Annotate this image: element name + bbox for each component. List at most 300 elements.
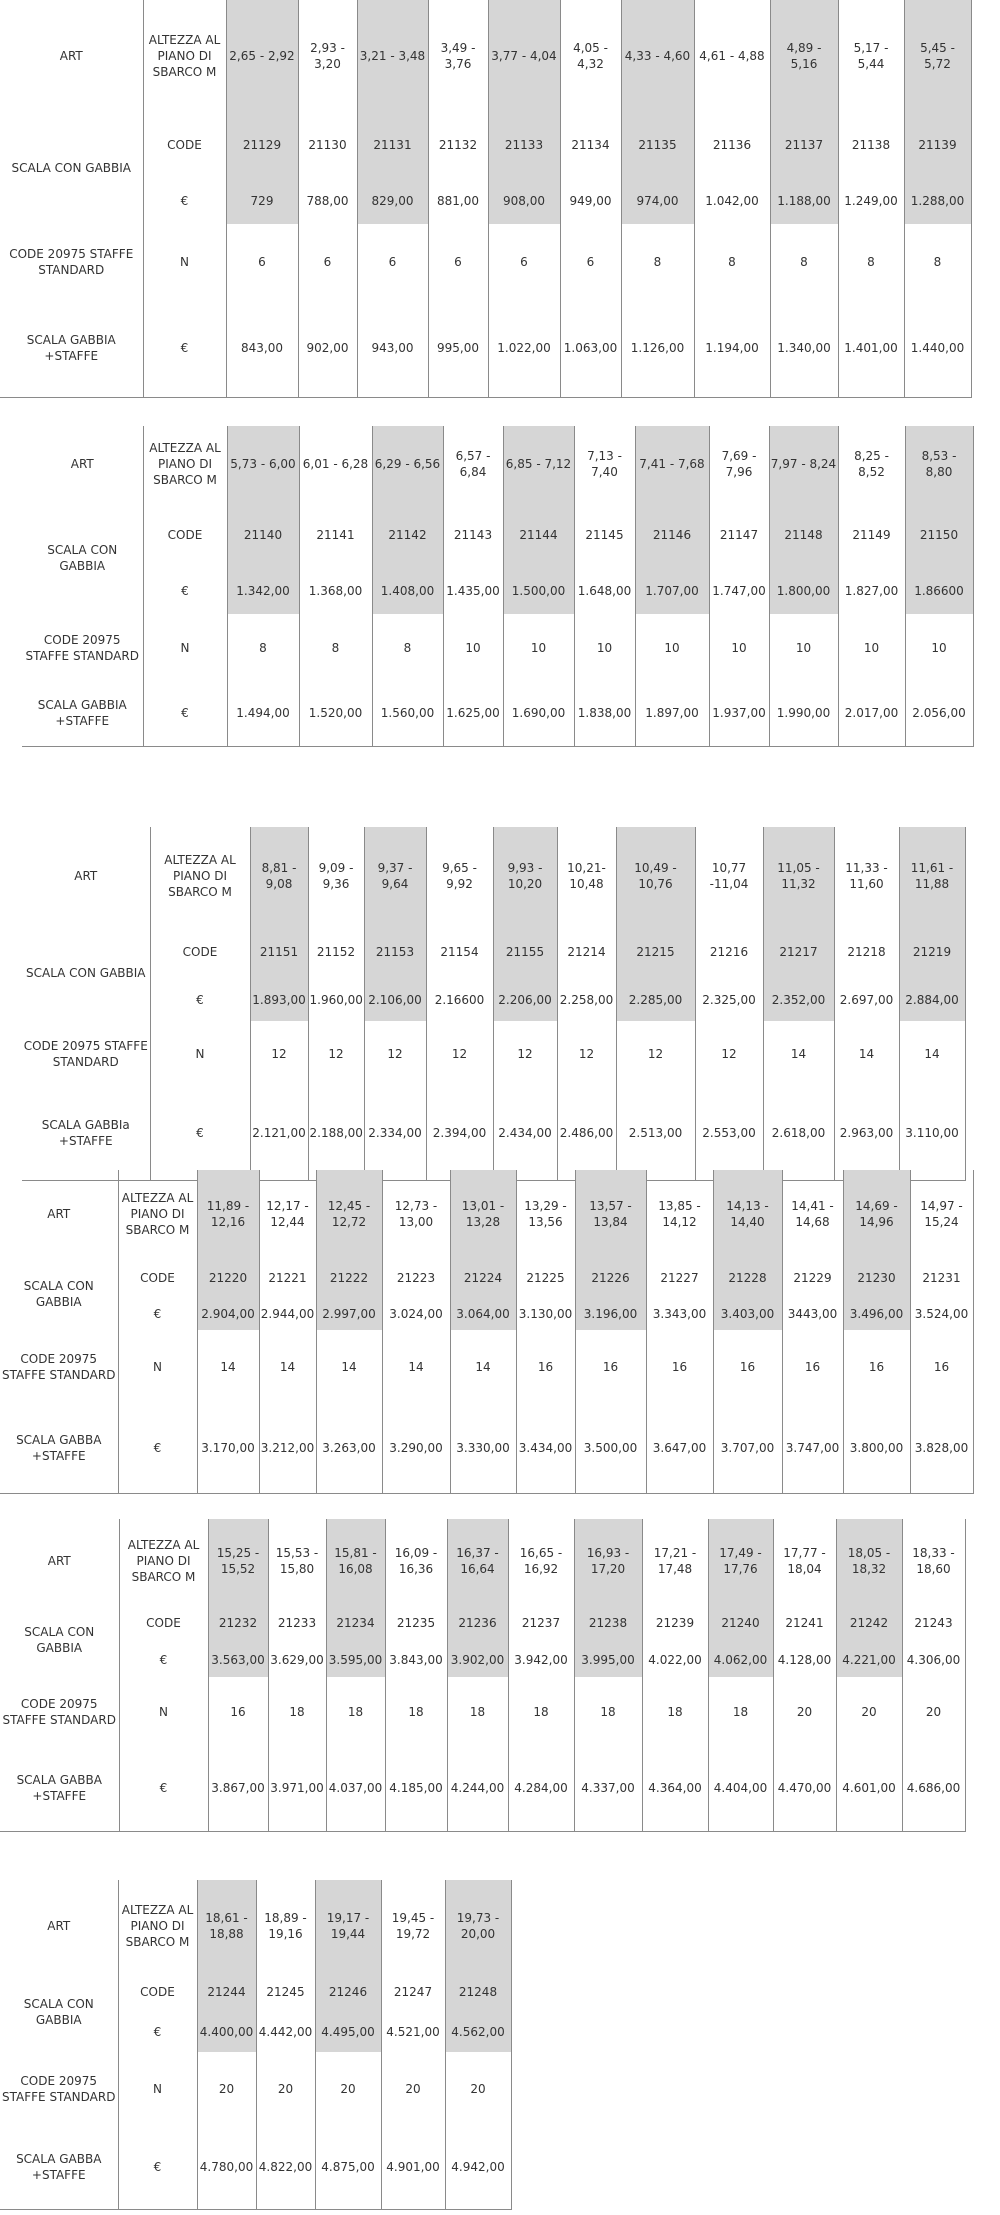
price-cell: 2.884,00 <box>899 979 965 1021</box>
row-label-gabbia: SCALA GABBIa +STAFFE <box>22 1087 150 1180</box>
price-cell: 2.285,00 <box>616 979 695 1021</box>
height-range-cell: 11,61 - 11,88 <box>899 827 965 925</box>
code-cell: 21240 <box>708 1603 773 1643</box>
staffe-count-cell: 12 <box>493 1021 557 1087</box>
code-cell: 21224 <box>450 1258 516 1298</box>
price-cell: 1.648,00 <box>574 567 635 614</box>
price-cell: 1.368,00 <box>299 567 372 614</box>
staffe-count-cell: 20 <box>197 2052 256 2125</box>
price-cell: 3.064,00 <box>450 1298 516 1330</box>
staffe-count-cell: 8 <box>838 224 904 299</box>
height-range-cell: 14,13 - 14,40 <box>713 1170 782 1258</box>
row-label-art: ART <box>47 1919 71 1933</box>
staffe-count-cell: 16 <box>843 1330 910 1404</box>
price-cell: 3.343,00 <box>646 1298 713 1330</box>
total-price-cell: 3.800,00 <box>843 1404 910 1493</box>
unit-euro: € <box>119 1643 208 1677</box>
price-table-6 <box>0 1880 512 2210</box>
row-codes <box>22 502 973 567</box>
height-range-cell: 17,21 - 17,48 <box>642 1519 708 1603</box>
price-cell: 4.562,00 <box>445 2012 511 2052</box>
height-range-cell: 14,69 - 14,96 <box>843 1170 910 1258</box>
total-price-cell: 4.284,00 <box>508 1746 574 1831</box>
total-price-cell: 3.707,00 <box>713 1404 782 1493</box>
total-price-cell: 1.625,00 <box>443 681 503 746</box>
price-cell: 3.496,00 <box>843 1298 910 1330</box>
price-cell: 1.893,00 <box>250 979 308 1021</box>
row-label-code: CODE 20975 STAFFE STANDARD <box>25 632 139 663</box>
row-n <box>0 1330 973 1404</box>
code-cell: 21234 <box>326 1603 385 1643</box>
staffe-count-cell: 6 <box>488 224 560 299</box>
height-range-cell: 6,85 - 7,12 <box>503 426 574 502</box>
code-cell: 21219 <box>899 925 965 979</box>
height-range-cell: 15,81 - 16,08 <box>326 1519 385 1603</box>
total-price-cell: 1.990,00 <box>769 681 838 746</box>
total-price-cell: 4.470,00 <box>773 1746 836 1831</box>
row-label-code: CODE 20975 STAFFE STANDARD <box>2 1696 116 1727</box>
staffe-count-cell: 18 <box>385 1677 447 1746</box>
price-cell: 1.86600 <box>905 567 973 614</box>
height-range-cell: 2,65 - 2,92 <box>226 0 298 112</box>
total-price-cell: 3.170,00 <box>197 1404 259 1493</box>
row-totals <box>0 299 971 397</box>
height-range-cell: 16,93 - 17,20 <box>574 1519 642 1603</box>
total-price-cell: 1.560,00 <box>372 681 443 746</box>
height-range-cell: 7,41 - 7,68 <box>635 426 709 502</box>
unit-euro: € <box>143 567 227 614</box>
total-price-cell: 2.486,00 <box>557 1087 616 1180</box>
staffe-count-cell: 20 <box>315 2052 381 2125</box>
height-range-cell: 5,17 - 5,44 <box>838 0 904 112</box>
code-cell: 21242 <box>836 1603 902 1643</box>
code-cell: 21229 <box>782 1258 843 1298</box>
staffe-count-cell: 10 <box>503 614 574 681</box>
staffe-count-cell: 10 <box>443 614 503 681</box>
unit-code: CODE <box>118 1258 197 1298</box>
height-range-cell: 11,33 - 11,60 <box>834 827 899 925</box>
unit-code: CODE <box>150 925 250 979</box>
total-price-cell: 943,00 <box>357 299 428 397</box>
staffe-count-cell: 16 <box>516 1330 575 1404</box>
total-price-cell: 4.942,00 <box>445 2125 511 2209</box>
total-price-cell: 4.686,00 <box>902 1746 965 1831</box>
staffe-count-cell: 10 <box>838 614 905 681</box>
total-price-cell: 3.330,00 <box>450 1404 516 1493</box>
unit-euro: € <box>118 2012 197 2052</box>
height-range-cell: 10,21- 10,48 <box>557 827 616 925</box>
row-label-art: ART <box>59 49 83 63</box>
height-range-cell: 19,45 - 19,72 <box>381 1880 445 1972</box>
height-range-cell: 3,77 - 4,04 <box>488 0 560 112</box>
total-price-cell: 1.063,00 <box>560 299 621 397</box>
staffe-count-cell: 8 <box>621 224 694 299</box>
height-range-cell: 7,69 - 7,96 <box>709 426 769 502</box>
code-cell: 21232 <box>208 1603 268 1643</box>
code-cell: 21145 <box>574 502 635 567</box>
staffe-count-cell: 20 <box>381 2052 445 2125</box>
code-cell: 21153 <box>364 925 426 979</box>
price-cell: 4.128,00 <box>773 1643 836 1677</box>
row-label-art: ART <box>74 869 98 883</box>
code-cell: 21147 <box>709 502 769 567</box>
unit-n: N <box>118 1330 197 1404</box>
unit-euro2: € <box>150 1087 250 1180</box>
height-range-cell: 10,49 - 10,76 <box>616 827 695 925</box>
staffe-count-cell: 18 <box>574 1677 642 1746</box>
price-table-5 <box>0 1519 966 1832</box>
height-range-cell: 13,57 - 13,84 <box>575 1170 646 1258</box>
height-range-cell: 2,93 - 3,20 <box>298 0 357 112</box>
height-range-cell: 17,49 - 17,76 <box>708 1519 773 1603</box>
unit-code: CODE <box>118 1972 197 2012</box>
total-price-cell: 2.963,00 <box>834 1087 899 1180</box>
unit-n: N <box>143 224 226 299</box>
code-cell: 21149 <box>838 502 905 567</box>
code-cell: 21246 <box>315 1972 381 2012</box>
price-cell: 949,00 <box>560 177 621 224</box>
price-cell: 1.960,00 <box>308 979 364 1021</box>
height-range-cell: 8,53 - 8,80 <box>905 426 973 502</box>
code-cell: 21137 <box>770 112 838 177</box>
total-price-cell: 1.520,00 <box>299 681 372 746</box>
code-cell: 21238 <box>574 1603 642 1643</box>
row-heights <box>0 1519 965 1603</box>
height-range-cell: 18,05 - 18,32 <box>836 1519 902 1603</box>
staffe-count-cell: 16 <box>782 1330 843 1404</box>
price-cell: 4.221,00 <box>836 1643 902 1677</box>
height-range-cell: 14,41 - 14,68 <box>782 1170 843 1258</box>
total-price-cell: 2.434,00 <box>493 1087 557 1180</box>
total-price-cell: 4.901,00 <box>381 2125 445 2209</box>
code-cell: 21248 <box>445 1972 511 2012</box>
price-cell: 3.629,00 <box>268 1643 326 1677</box>
staffe-count-cell: 20 <box>256 2052 315 2125</box>
staffe-count-cell: 14 <box>763 1021 834 1087</box>
code-cell: 21214 <box>557 925 616 979</box>
staffe-count-cell: 14 <box>834 1021 899 1087</box>
code-cell: 21131 <box>357 112 428 177</box>
row-totals <box>0 1746 965 1831</box>
price-cell: 3.563,00 <box>208 1643 268 1677</box>
staffe-count-cell: 10 <box>905 614 973 681</box>
unit-n: N <box>119 1677 208 1746</box>
price-cell: 3.843,00 <box>385 1643 447 1677</box>
code-cell: 21217 <box>763 925 834 979</box>
code-cell: 21247 <box>381 1972 445 2012</box>
unit-euro: € <box>143 177 226 224</box>
height-range-cell: 19,17 - 19,44 <box>315 1880 381 1972</box>
staffe-count-cell: 8 <box>372 614 443 681</box>
total-price-cell: 1.022,00 <box>488 299 560 397</box>
price-cell: 1.800,00 <box>769 567 838 614</box>
total-price-cell: 843,00 <box>226 299 298 397</box>
total-price-cell: 1.897,00 <box>635 681 709 746</box>
code-cell: 21236 <box>447 1603 508 1643</box>
staffe-count-cell: 8 <box>299 614 372 681</box>
total-price-cell: 1.937,00 <box>709 681 769 746</box>
unit-altezza: ALTEZZA AL PIANO DI SBARCO M <box>150 827 250 925</box>
unit-euro2: € <box>143 299 226 397</box>
code-cell: 21235 <box>385 1603 447 1643</box>
total-price-cell: 4.601,00 <box>836 1746 902 1831</box>
height-range-cell: 11,05 - 11,32 <box>763 827 834 925</box>
height-range-cell: 10,77 -11,04 <box>695 827 763 925</box>
total-price-cell: 3.263,00 <box>316 1404 382 1493</box>
unit-euro2: € <box>118 2125 197 2209</box>
staffe-count-cell: 12 <box>364 1021 426 1087</box>
staffe-count-cell: 16 <box>208 1677 268 1746</box>
total-price-cell: 2.121,00 <box>250 1087 308 1180</box>
row-label-gabbia: SCALA GABBA +STAFFE <box>0 2125 118 2209</box>
staffe-count-cell: 18 <box>326 1677 385 1746</box>
code-cell: 21155 <box>493 925 557 979</box>
height-range-cell: 9,65 - 9,92 <box>426 827 493 925</box>
price-cell: 1.249,00 <box>838 177 904 224</box>
code-cell: 21222 <box>316 1258 382 1298</box>
height-range-cell: 16,37 - 16,64 <box>447 1519 508 1603</box>
code-cell: 21223 <box>382 1258 450 1298</box>
height-range-cell: 7,13 - 7,40 <box>574 426 635 502</box>
row-n <box>0 224 971 299</box>
height-range-cell: 4,89 - 5,16 <box>770 0 838 112</box>
row-prices <box>0 1643 965 1677</box>
staffe-count-cell: 16 <box>575 1330 646 1404</box>
price-cell: 1.288,00 <box>904 177 971 224</box>
row-label-scala: SCALA CON GABBIA <box>24 1625 95 1655</box>
total-price-cell: 4.404,00 <box>708 1746 773 1831</box>
total-price-cell: 1.440,00 <box>904 299 971 397</box>
row-label-code: CODE 20975 STAFFE STANDARD <box>2 1352 116 1382</box>
total-price-cell: 1.126,00 <box>621 299 694 397</box>
total-price-cell: 3.828,00 <box>910 1404 973 1493</box>
row-prices <box>0 1298 973 1330</box>
unit-altezza: ALTEZZA AL PIANO DI SBARCO M <box>143 0 226 112</box>
price-cell: 3.595,00 <box>326 1643 385 1677</box>
code-cell: 21221 <box>259 1258 316 1298</box>
row-heights <box>0 0 971 112</box>
total-price-cell: 3.747,00 <box>782 1404 843 1493</box>
price-cell: 2.697,00 <box>834 979 899 1021</box>
code-cell: 21227 <box>646 1258 713 1298</box>
row-n <box>0 1677 965 1746</box>
price-cell: 2.997,00 <box>316 1298 382 1330</box>
code-cell: 21237 <box>508 1603 574 1643</box>
price-cell: 1.435,00 <box>443 567 503 614</box>
row-label-art: ART <box>47 1207 71 1221</box>
staffe-count-cell: 14 <box>450 1330 516 1404</box>
row-label-art: ART <box>70 457 94 471</box>
staffe-count-cell: 12 <box>616 1021 695 1087</box>
price-cell: 1.500,00 <box>503 567 574 614</box>
price-cell: 4.306,00 <box>902 1643 965 1677</box>
total-price-cell: 902,00 <box>298 299 357 397</box>
total-price-cell: 4.822,00 <box>256 2125 315 2209</box>
staffe-count-cell: 6 <box>560 224 621 299</box>
code-cell: 21241 <box>773 1603 836 1643</box>
total-price-cell: 2.056,00 <box>905 681 973 746</box>
row-prices <box>22 979 965 1021</box>
total-price-cell: 2.553,00 <box>695 1087 763 1180</box>
staffe-count-cell: 12 <box>695 1021 763 1087</box>
total-price-cell: 3.434,00 <box>516 1404 575 1493</box>
unit-euro2: € <box>119 1746 208 1831</box>
price-cell: 3.024,00 <box>382 1298 450 1330</box>
code-cell: 21132 <box>428 112 488 177</box>
row-prices <box>0 177 971 224</box>
total-price-cell: 995,00 <box>428 299 488 397</box>
staffe-count-cell: 8 <box>694 224 770 299</box>
staffe-count-cell: 20 <box>836 1677 902 1746</box>
row-codes <box>22 925 965 979</box>
code-cell: 21143 <box>443 502 503 567</box>
price-cell: 4.022,00 <box>642 1643 708 1677</box>
staffe-count-cell: 16 <box>910 1330 973 1404</box>
staffe-count-cell: 6 <box>357 224 428 299</box>
staffe-count-cell: 14 <box>259 1330 316 1404</box>
row-n <box>22 1021 965 1087</box>
staffe-count-cell: 20 <box>902 1677 965 1746</box>
unit-euro2: € <box>118 1404 197 1493</box>
staffe-count-cell: 18 <box>508 1677 574 1746</box>
price-cell: 3.196,00 <box>575 1298 646 1330</box>
row-totals <box>0 2125 511 2209</box>
total-price-cell: 4.185,00 <box>385 1746 447 1831</box>
height-range-cell: 15,53 - 15,80 <box>268 1519 326 1603</box>
total-price-cell: 1.494,00 <box>227 681 299 746</box>
row-label-art: ART <box>47 1554 71 1568</box>
total-price-cell: 3.110,00 <box>899 1087 965 1180</box>
price-cell: 2.944,00 <box>259 1298 316 1330</box>
height-range-cell: 17,77 - 18,04 <box>773 1519 836 1603</box>
code-cell: 21244 <box>197 1972 256 2012</box>
row-totals <box>22 1087 965 1180</box>
code-cell: 21239 <box>642 1603 708 1643</box>
price-cell: 2.352,00 <box>763 979 834 1021</box>
total-price-cell: 1.401,00 <box>838 299 904 397</box>
code-cell: 21133 <box>488 112 560 177</box>
height-range-cell: 8,25 - 8,52 <box>838 426 905 502</box>
price-cell: 3443,00 <box>782 1298 843 1330</box>
row-label-code: CODE 20975 STAFFE STANDARD <box>23 1039 148 1069</box>
price-cell: 1.042,00 <box>694 177 770 224</box>
height-range-cell: 19,73 - 20,00 <box>445 1880 511 1972</box>
row-codes <box>0 112 971 177</box>
code-cell: 21139 <box>904 112 971 177</box>
row-totals <box>0 1404 973 1493</box>
unit-euro: € <box>150 979 250 1021</box>
height-range-cell: 4,05 - 4,32 <box>560 0 621 112</box>
price-cell: 2.16600 <box>426 979 493 1021</box>
code-cell: 21130 <box>298 112 357 177</box>
row-n <box>22 614 973 681</box>
staffe-count-cell: 14 <box>899 1021 965 1087</box>
staffe-count-cell: 12 <box>250 1021 308 1087</box>
price-cell: 3.942,00 <box>508 1643 574 1677</box>
unit-n: N <box>150 1021 250 1087</box>
price-cell: 1.747,00 <box>709 567 769 614</box>
row-heights <box>22 827 965 925</box>
code-cell: 21140 <box>227 502 299 567</box>
code-cell: 21136 <box>694 112 770 177</box>
price-cell: 3.995,00 <box>574 1643 642 1677</box>
total-price-cell: 4.037,00 <box>326 1746 385 1831</box>
code-cell: 21220 <box>197 1258 259 1298</box>
price-cell: 3.902,00 <box>447 1643 508 1677</box>
row-label-scala: SCALA CON GABBIA <box>47 543 118 573</box>
staffe-count-cell: 14 <box>382 1330 450 1404</box>
staffe-count-cell: 8 <box>904 224 971 299</box>
staffe-count-cell: 12 <box>426 1021 493 1087</box>
staffe-count-cell: 8 <box>770 224 838 299</box>
height-range-cell: 12,73 - 13,00 <box>382 1170 450 1258</box>
row-n <box>0 2052 511 2125</box>
staffe-count-cell: 6 <box>428 224 488 299</box>
unit-n: N <box>143 614 227 681</box>
unit-altezza: ALTEZZA AL PIANO DI SBARCO M <box>118 1170 197 1258</box>
row-codes <box>0 1603 965 1643</box>
row-prices <box>22 567 973 614</box>
staffe-count-cell: 8 <box>227 614 299 681</box>
total-price-cell: 4.337,00 <box>574 1746 642 1831</box>
height-range-cell: 3,49 - 3,76 <box>428 0 488 112</box>
height-range-cell: 6,29 - 6,56 <box>372 426 443 502</box>
price-cell: 3.524,00 <box>910 1298 973 1330</box>
price-cell: 3.130,00 <box>516 1298 575 1330</box>
unit-euro: € <box>118 1298 197 1330</box>
height-range-cell: 13,29 - 13,56 <box>516 1170 575 1258</box>
staffe-count-cell: 20 <box>773 1677 836 1746</box>
staffe-count-cell: 12 <box>308 1021 364 1087</box>
price-cell: 1.342,00 <box>227 567 299 614</box>
total-price-cell: 2.513,00 <box>616 1087 695 1180</box>
price-cell: 908,00 <box>488 177 560 224</box>
price-cell: 4.400,00 <box>197 2012 256 2052</box>
code-cell: 21134 <box>560 112 621 177</box>
price-cell: 881,00 <box>428 177 488 224</box>
row-label-gabbia: SCALA GABBA +STAFFE <box>0 1404 118 1493</box>
code-cell: 21218 <box>834 925 899 979</box>
height-range-cell: 13,01 - 13,28 <box>450 1170 516 1258</box>
staffe-count-cell: 16 <box>713 1330 782 1404</box>
staffe-count-cell: 6 <box>298 224 357 299</box>
staffe-count-cell: 6 <box>226 224 298 299</box>
height-range-cell: 16,09 - 16,36 <box>385 1519 447 1603</box>
staffe-count-cell: 18 <box>268 1677 326 1746</box>
staffe-count-cell: 10 <box>635 614 709 681</box>
height-range-cell: 4,33 - 4,60 <box>621 0 694 112</box>
height-range-cell: 6,01 - 6,28 <box>299 426 372 502</box>
height-range-cell: 9,93 - 10,20 <box>493 827 557 925</box>
height-range-cell: 15,25 - 15,52 <box>208 1519 268 1603</box>
code-cell: 21231 <box>910 1258 973 1298</box>
total-price-cell: 1.690,00 <box>503 681 574 746</box>
row-label-gabbia: SCALA GABBIA +STAFFE <box>0 299 143 397</box>
price-cell: 1.707,00 <box>635 567 709 614</box>
price-cell: 2.106,00 <box>364 979 426 1021</box>
height-range-cell: 8,81 - 9,08 <box>250 827 308 925</box>
unit-euro2: € <box>143 681 227 746</box>
row-label-code: CODE 20975 STAFFE STANDARD <box>9 246 134 277</box>
total-price-cell: 3.290,00 <box>382 1404 450 1493</box>
code-cell: 21215 <box>616 925 695 979</box>
price-table-4 <box>0 1170 974 1494</box>
total-price-cell: 1.194,00 <box>694 299 770 397</box>
price-cell: 1.827,00 <box>838 567 905 614</box>
total-price-cell: 2.618,00 <box>763 1087 834 1180</box>
row-heights <box>22 426 973 502</box>
unit-code: CODE <box>143 112 226 177</box>
